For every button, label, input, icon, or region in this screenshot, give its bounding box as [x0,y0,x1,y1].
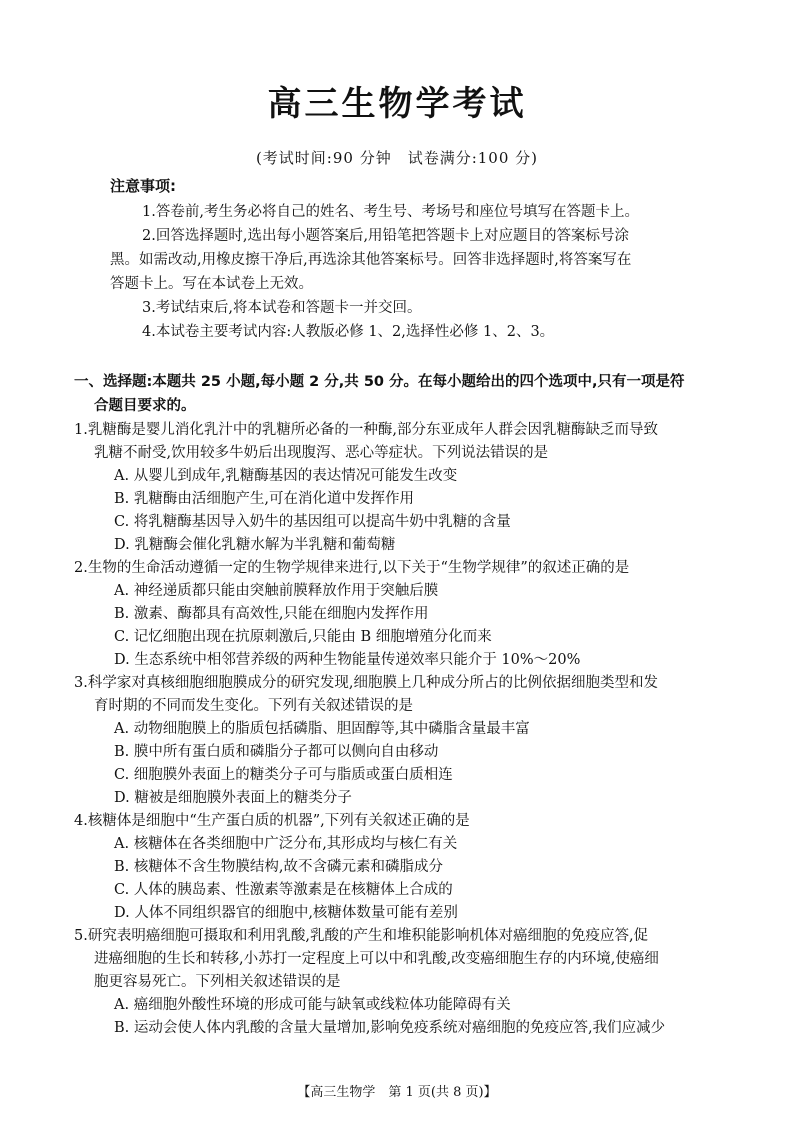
notes-heading: 注意事项: [110,177,176,195]
question-option: C. 人体的胰岛素、性激素等激素是在核糖体上合成的 [114,882,453,898]
exam-title: 高三生物学考试 [267,84,527,124]
question-option: D. 人体不同组织器官的细胞中,核糖体数量可能有差别 [114,905,458,921]
question-option: B. 核糖体不含生物膜结构,故不含磷元素和磷脂成分 [114,859,443,875]
question-option: C. 将乳糖酶基因导入奶牛的基因组可以提高牛奶中乳糖的含量 [114,514,511,530]
note-line: 3.考试结束后,将本试卷和答题卡一并交回。 [142,300,422,316]
question-stem: 乳糖不耐受,饮用较多牛奶后出现腹泻、恶心等症状。下列说法错误的是 [94,445,549,461]
question-option: B. 膜中所有蛋白质和磷脂分子都可以侧向自由移动 [114,744,439,760]
note-line: 答题卡上。写在本试卷上无效。 [110,276,313,292]
question-option: A. 动物细胞膜上的脂质包括磷脂、胆固醇等,其中磷脂含量最丰富 [114,721,530,737]
question-option: C. 记忆细胞出现在抗原刺激后,只能由 B 细胞增殖分化而来 [114,629,492,645]
question-stem: 1.乳糖酶是婴儿消化乳汁中的乳糖所必备的一种酶,部分东亚成年人群会因乳糖酶缺乏而导致 [74,422,658,438]
question-option: A. 核糖体在各类细胞中广泛分布,其形成均与核仁有关 [114,836,458,852]
question-stem: 5.研究表明癌细胞可摄取和利用乳酸,乳酸的产生和堆积能影响机体对癌细胞的免疫应答,促 [74,928,649,944]
question-stem: 进癌细胞的生长和转移,小苏打一定程度上可以中和乳酸,改变癌细胞生存的内环境,使癌细 [94,951,659,967]
question-stem: 胞更容易死亡。下列相关叙述错误的是 [94,974,341,990]
question-option: D. 生态系统中相邻营养级的两种生物能量传递效率只能介于 10%～20% [114,652,581,668]
question-option: B. 乳糖酶由活细胞产生,可在消化道中发挥作用 [114,491,414,507]
question-stem: 3.科学家对真核细胞细胞膜成分的研究发现,细胞膜上几种成分所占的比例依据细胞类型和发 [74,675,658,691]
question-option: D. 乳糖酶会催化乳糖水解为半乳糖和葡萄糖 [114,537,396,553]
exam-subtitle: (考试时间:90 分钟 试卷满分:100 分) [255,149,539,167]
question-option: A. 癌细胞外酸性环境的形成可能与缺氧或线粒体功能障碍有关 [114,997,511,1013]
note-line: 1.答卷前,考生务必将自己的姓名、考生号、考场号和座位号填写在答题卡上。 [142,204,639,220]
question-option: D. 糖被是细胞膜外表面上的糖类分子 [114,790,352,806]
question-option: C. 细胞膜外表面上的糖类分子可与脂质或蛋白质相连 [114,767,453,783]
section-heading: 一、选择题:本题共 25 小题,每小题 2 分,共 50 分。在每小题给出的四个选项中,只有一项是符 [74,374,685,390]
question-stem: 4.核糖体是细胞中“生产蛋白质的机器”,下列有关叙述正确的是 [74,813,470,829]
note-line: 黑。如需改动,用橡皮擦干净后,再选涂其他答案标号。回答非选择题时,将答案写在 [110,252,632,268]
question-option: A. 从婴儿到成年,乳糖酶基因的表达情况可能发生改变 [114,468,458,484]
question-option: B. 运动会使人体内乳酸的含量大量增加,影响免疫系统对癌细胞的免疫应答,我们应减少 [114,1020,666,1036]
question-stem: 育时期的不同而发生变化。下列有关叙述错误的是 [94,698,413,714]
note-line: 2.回答选择题时,选出每小题答案后,用铅笔把答题卡上对应题目的答案标号涂 [142,228,630,244]
note-line: 4.本试卷主要考试内容:人教版必修 1、2,选择性必修 1、2、3。 [142,324,555,340]
section-heading-cont: 合题目要求的。 [94,398,196,414]
question-option: A. 神经递质都只能由突触前膜释放作用于突触后膜 [114,583,439,599]
question-option: B. 激素、酶都具有高效性,只能在细胞内发挥作用 [114,606,429,622]
question-stem: 2.生物的生命活动遵循一定的生物学规律来进行,以下关于“生物学规律”的叙述正确的是 [74,560,630,576]
page-footer: 【高三生物学 第 1 页(共 8 页)】 [297,1085,497,1100]
